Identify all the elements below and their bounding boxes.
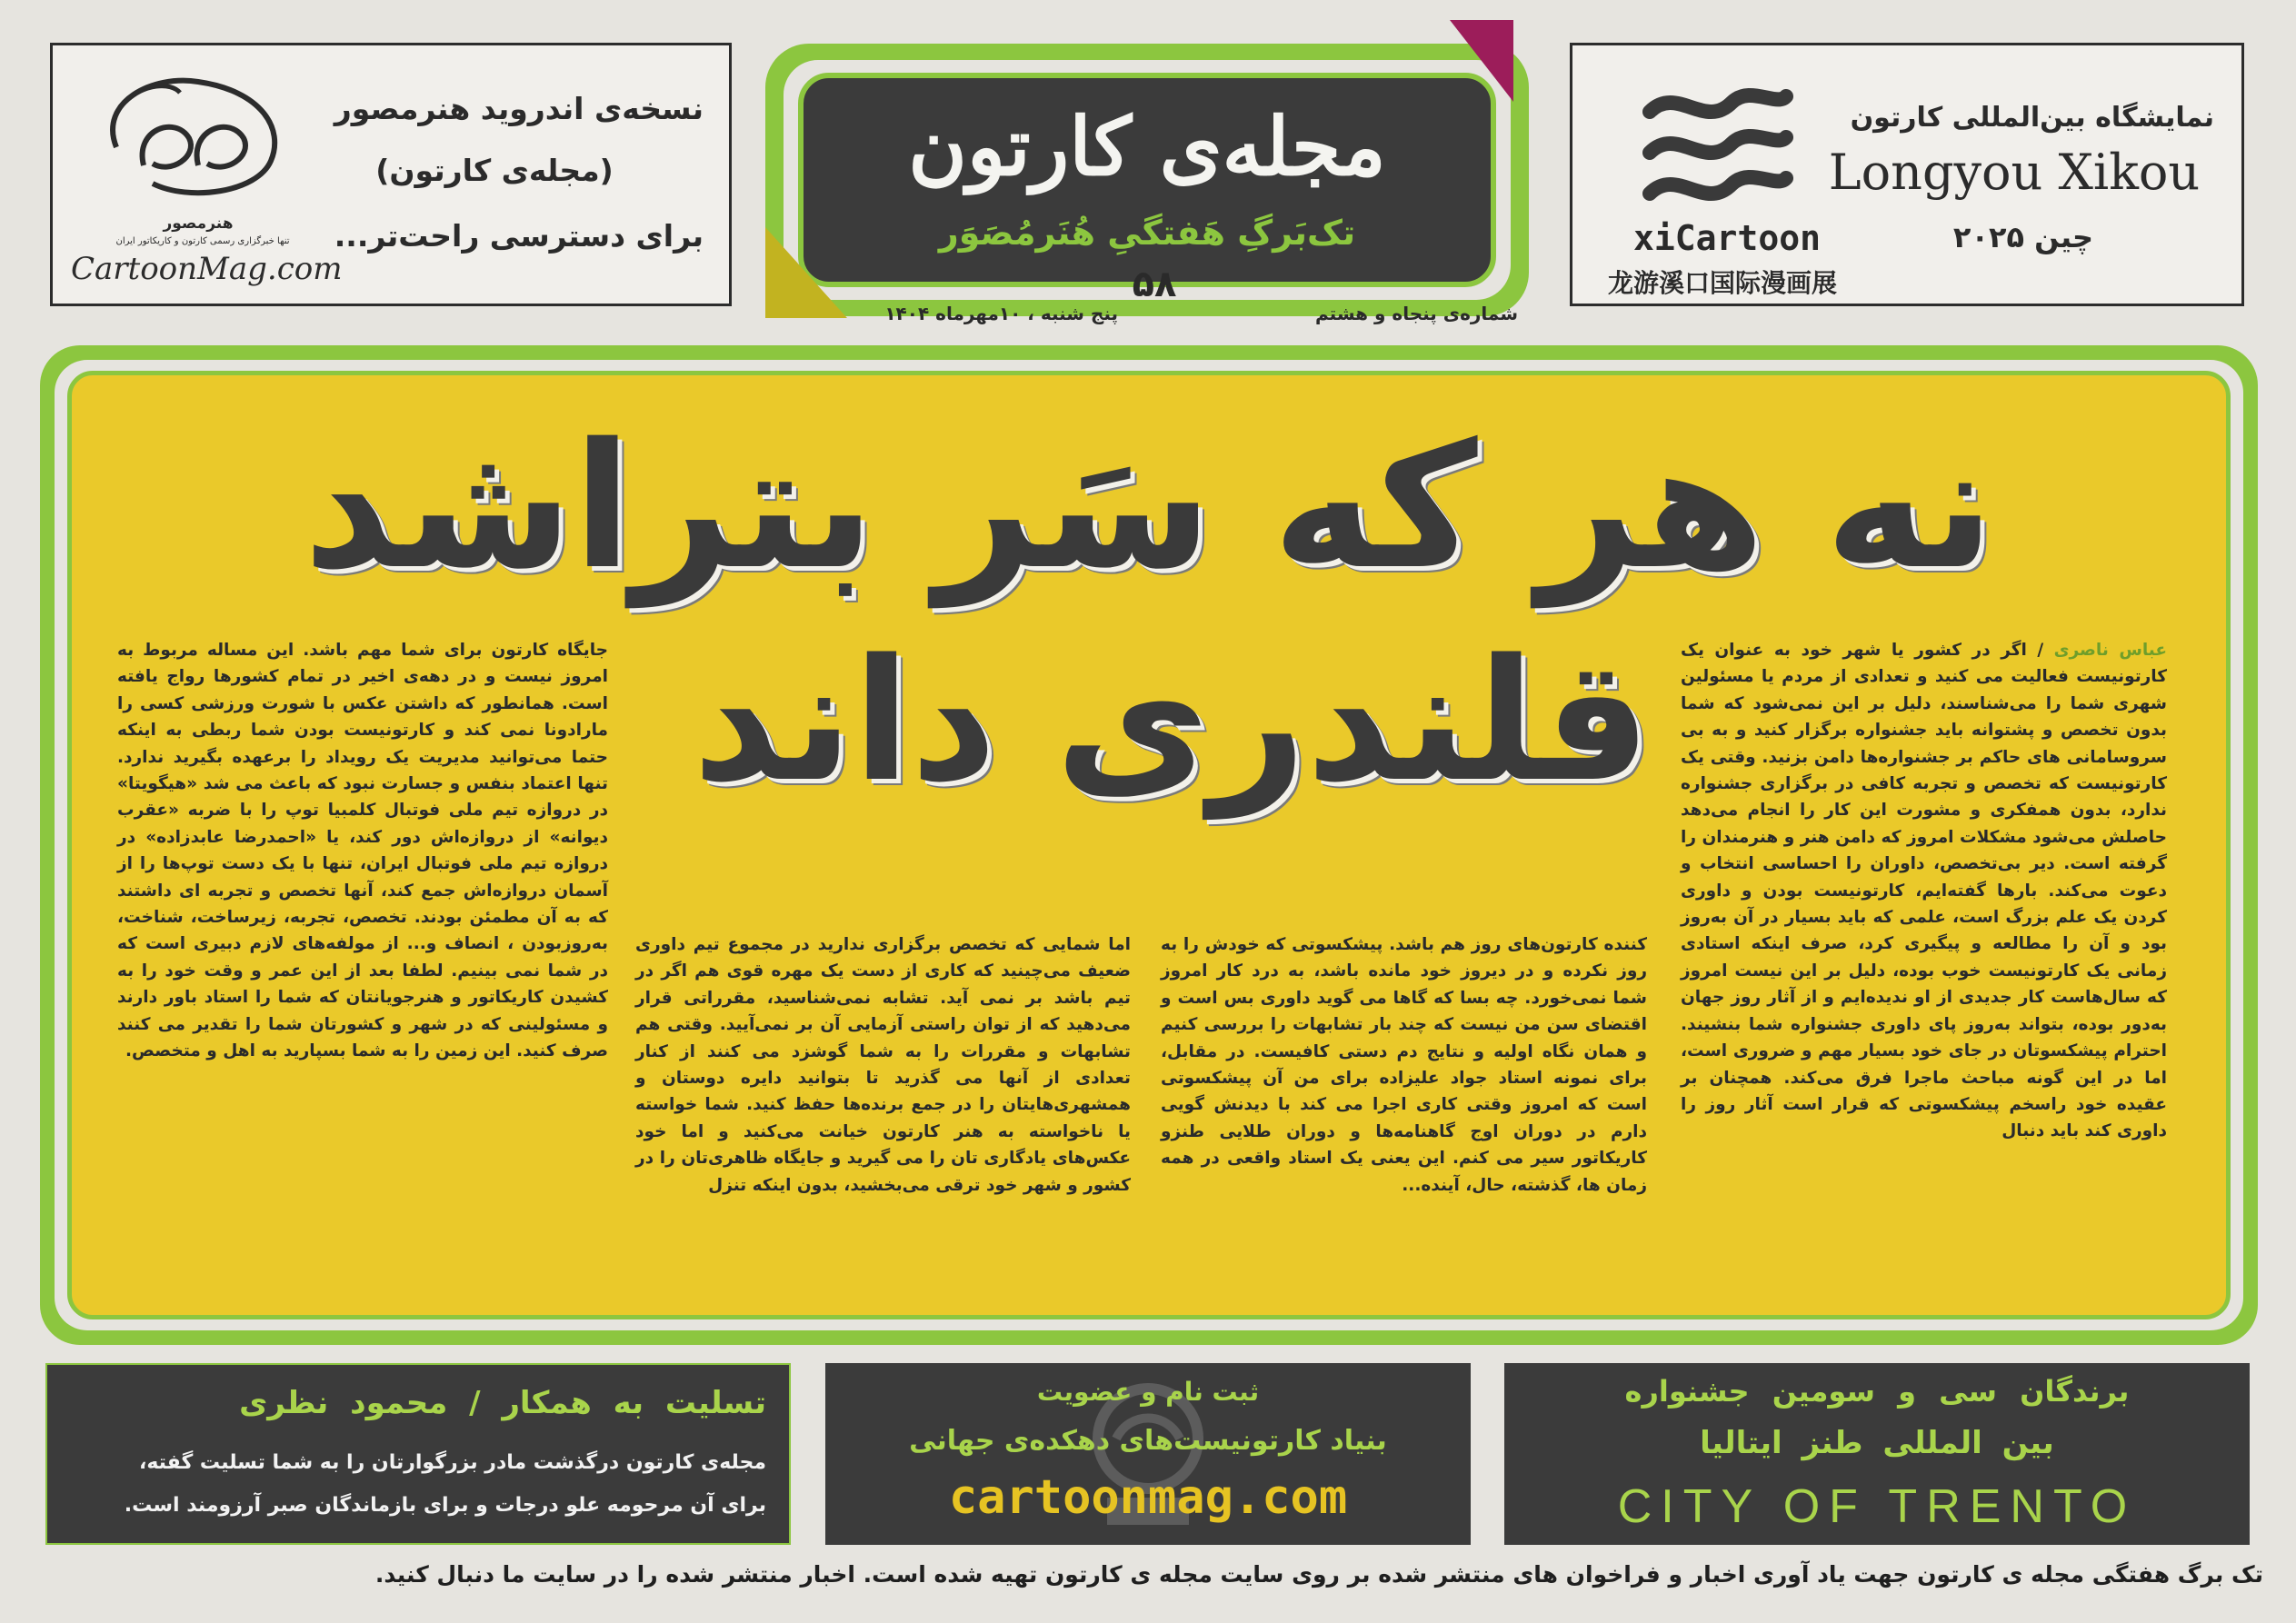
headline-line1: نه هر که سَر بتراشد (303, 406, 1995, 607)
membership-line2: بنیاد کارتونیست‌های دهکده‌ی جهانی (909, 1425, 1387, 1457)
article-column-3 (635, 931, 1131, 1313)
membership-line1: ثبت نام و عضویت (1036, 1377, 1260, 1407)
trento-line3: CITY OF TRENTO (1617, 1480, 2137, 1533)
masthead-title: مجله‌ی کارتون (908, 99, 1386, 194)
issue-date: پنج شنبه ، ۱۰مهرماه ۱۴۰۴ (884, 303, 1118, 324)
article-author: عباس ناصری (2053, 641, 2167, 660)
logo-url: CartoonMag.com (71, 251, 343, 287)
membership-url-link[interactable]: cartoonmag.com (948, 1470, 1348, 1525)
article-column-4-text: جایگاه کارتون برای شما مهم باشد. این مساله مربوط به امروز نیست و در دهه‌ی اخیر در تمام کشورها رواج یافته است. همانطور که داشتن عکس با شورت ورزشی کسی را مارادونا نمی کند و کارتونیست بودن شما ربطی به اینکه حتما می‌توانید مدیریت یک رویداد را برعهده بگیرید ندارد. تنها اعتماد بنفس و جسارت نبود که باعث می شد «هیگویتا» در دروازه تیم ملی فوتبال کلمبیا توپ را با ضربه «عقرب دیوانه» از دروازه‌اش دور کند، یا «احمدرضا عابدزاده» در دروازه تیم ملی فوتبال ایران، تنها با یک دست توپ‌ها را از آسمان دروازه‌اش جمع کند، آنها تخصص و تجربه ای داشتند که به آن مطمئن بودند. تخصص، تجربه، زیرساخت، شناخت، به‌روزبودن ، انصاف و... از مولفه‌های لازم دبیری است که در شما نمی بینیم. لطفا بعد از این عمر و وقت خود را به کشیدن کاریکاتور و هنرجویانتان که شما را استاد باور دارند و مسئولینی که در شهر و کشورتان شما را تقدیر می کنند صرف کنید. این زمین را به شما بسپارید به اهل و متخصص. (117, 641, 608, 1061)
exhibition-line1: نمایشگاه بین‌المللی کارتون (1850, 102, 2214, 134)
headline-line2: قلندری داند (692, 622, 1652, 819)
android-promo-line3: برای دسترسی راحت‌تر... (334, 218, 704, 254)
xicartoon-brand: xiCartoon (1633, 218, 1821, 258)
membership-box[interactable] (825, 1363, 1471, 1545)
honar-mosavar-logo-icon (89, 65, 307, 211)
main-article-panel (67, 371, 2231, 1319)
logo-caption: هنرمصور (163, 214, 234, 233)
condolence-box (45, 1363, 791, 1545)
trento-line2: بین المللی طنز ایتالیا (1700, 1425, 2054, 1461)
logo-tagline: تنها خبرگزاری رسمی کارتون و کاریکاتور ایران (115, 236, 290, 246)
exhibition-line3: چین ۲۰۲۵ (1952, 220, 2094, 254)
exhibition-line2: Longyou Xikou (1828, 144, 2201, 201)
masthead-subtitle: تک‌بَرگِ هَفتگیِ هُنَرمُصَوَر (938, 213, 1356, 253)
android-promo-line1: نسخه‌ی اندروید هنرمصور (334, 91, 704, 126)
trento-line1: برندگان سی و سومین جشنواره (1624, 1374, 2130, 1409)
issue-number: ۵۸ (1132, 264, 1177, 305)
article-column-4 (117, 637, 608, 1309)
issue-label: شماره‌ی پنجاه و هشتم (1314, 303, 1518, 324)
condolence-title: تسلیت به همکار / محمود نظری (239, 1385, 766, 1421)
footer-note: تک برگ هفتگی مجله ی کارتون جهت یاد آوری اخبار و فراخوان های منتشر شده بر روی سایت مجله ی کارتون تهیه شده است. اخبار منتشر شده را در سایت ما دنبال کنید. (374, 1561, 2263, 1588)
masthead-panel (798, 73, 1496, 287)
chinese-title: 龙游溪口国际漫画展 (1607, 268, 1837, 298)
article-column-2-text: کننده کارتون‌های روز هم باشد. پیشکسوتی که خودش را به روز نکرده و در دیروز خود مانده باشد، به درد کار امروز شما نمی‌خورد. چه بسا که گاها می گوید داوری بس است و اقتضای سن من نیست که چند بار تشابهات را بررسی کنیم و همان نگاه اولیه و نتایج دم دستی کافیست. در مقابل، برای نمونه استاد جواد علیزاده برای من آن پیشکسوتی است که امروز وقتی کاری اجرا می کند با دیدنش گویی دارم در دوران اوج گاهنامه‌ها و دوران طلایی طنزو کاریکاتور سیر می کنم. این یعنی یک استاد واقعی در همه زمان ها، گذشته، حال، آینده... (1161, 935, 1647, 1195)
android-promo-box (50, 43, 732, 306)
trento-box (1504, 1363, 2250, 1545)
waves-logo-icon (1641, 80, 1795, 225)
article-column-2 (1161, 931, 1647, 1313)
condolence-line1: مجله‌ی کارتون درگذشت مادر بزرگوارتان را به شما تسلیت گفته، (138, 1451, 766, 1474)
android-promo-line2: (مجله‌ی کارتون) (375, 153, 614, 188)
article-column-1 (1681, 637, 2167, 1309)
article-column-3-text: اما شمایی که تخصص برگزاری ندارید در مجموع تیم داوری ضعیف می‌چینید که کاری از دست یک مهره قوی هم اگر در تیم باشد بر نمی آید. تشابه نمی‌شناسید، مقرراتی قرار می‌دهید که از توان راستی آزمایی آن بر نمی‌آیید. وقتی هم تشابهات و مقررات را به شما گوشزد می کنند از کنار تعدادی از آنها می گذرید تا بتوانید دایره دوستان و همشهری‌هایتان را در جمع برنده‌ها حفظ کنید. شما خواسته یا ناخواسته به هنر کارتون خیانت می‌کنید و اما خود عکس‌های یادگاری تان را می گیرید و جایگاه ظاهری‌تان را در کشور و شهر خود ترقی می‌بخشید، بدون اینکه تنزل (635, 935, 1131, 1195)
article-column-1-text: / اگر در کشور یا شهر خود به عنوان یک کارتونیست فعالیت می کنید و تعدادی از مردم یا مسئولین شهری شما را می‌شناسند، دلیل بر این نمی‌شود که شما بدون تخصص و پشتوانه باید جشنواره برگزار کنید و به بی سروسامانی های حاکم بر جشنواره‌ها دامن بزنید. وقتی یک کارتونیست که تخصص و تجربه کافی در برگزاری جشنواره ندارد، بدون همفکری و مشورت این کار را انجام می‌دهد حاصلش می‌شود مشکلات امروز که دامن هنر و هنرمندان را گرفته است. دیر بی‌تخصص، داوران را احساسی انتخاب و دعوت می‌کند. بارها گفته‌ایم، کارتونیست بودن و داوری کردن یک علم بزرگ است، علمی که باید بسیار در آن به‌روز بود و آن را مطالعه و پیگیری کرد، صرف اینکه استادی زمانی یک کارتونیست خوب بوده، دلیل بر این نیست امروز که سال‌هاست کار جدیدی از او ندیده‌ایم و از آثار روز جهان به‌دور بوده، بتواند به‌روز پای داوری جشنواره شما بنشیند. احترام پیشکسوتان در جای خود بسیار مهم و ضروری است، اما در این گونه مباحث ماجرا فرق می‌کند. همچنان بر عقیده خود راسخم پیشکسوتی که قرار است آثار روز را داوری کند باید دنبال (1681, 641, 2167, 1141)
condolence-line2: برای آن مرحومه علو درجات و برای بازماندگان صبر آرزومند است. (124, 1494, 766, 1517)
masthead-corner-flag-icon (1450, 20, 1513, 102)
exhibition-box (1570, 43, 2244, 306)
